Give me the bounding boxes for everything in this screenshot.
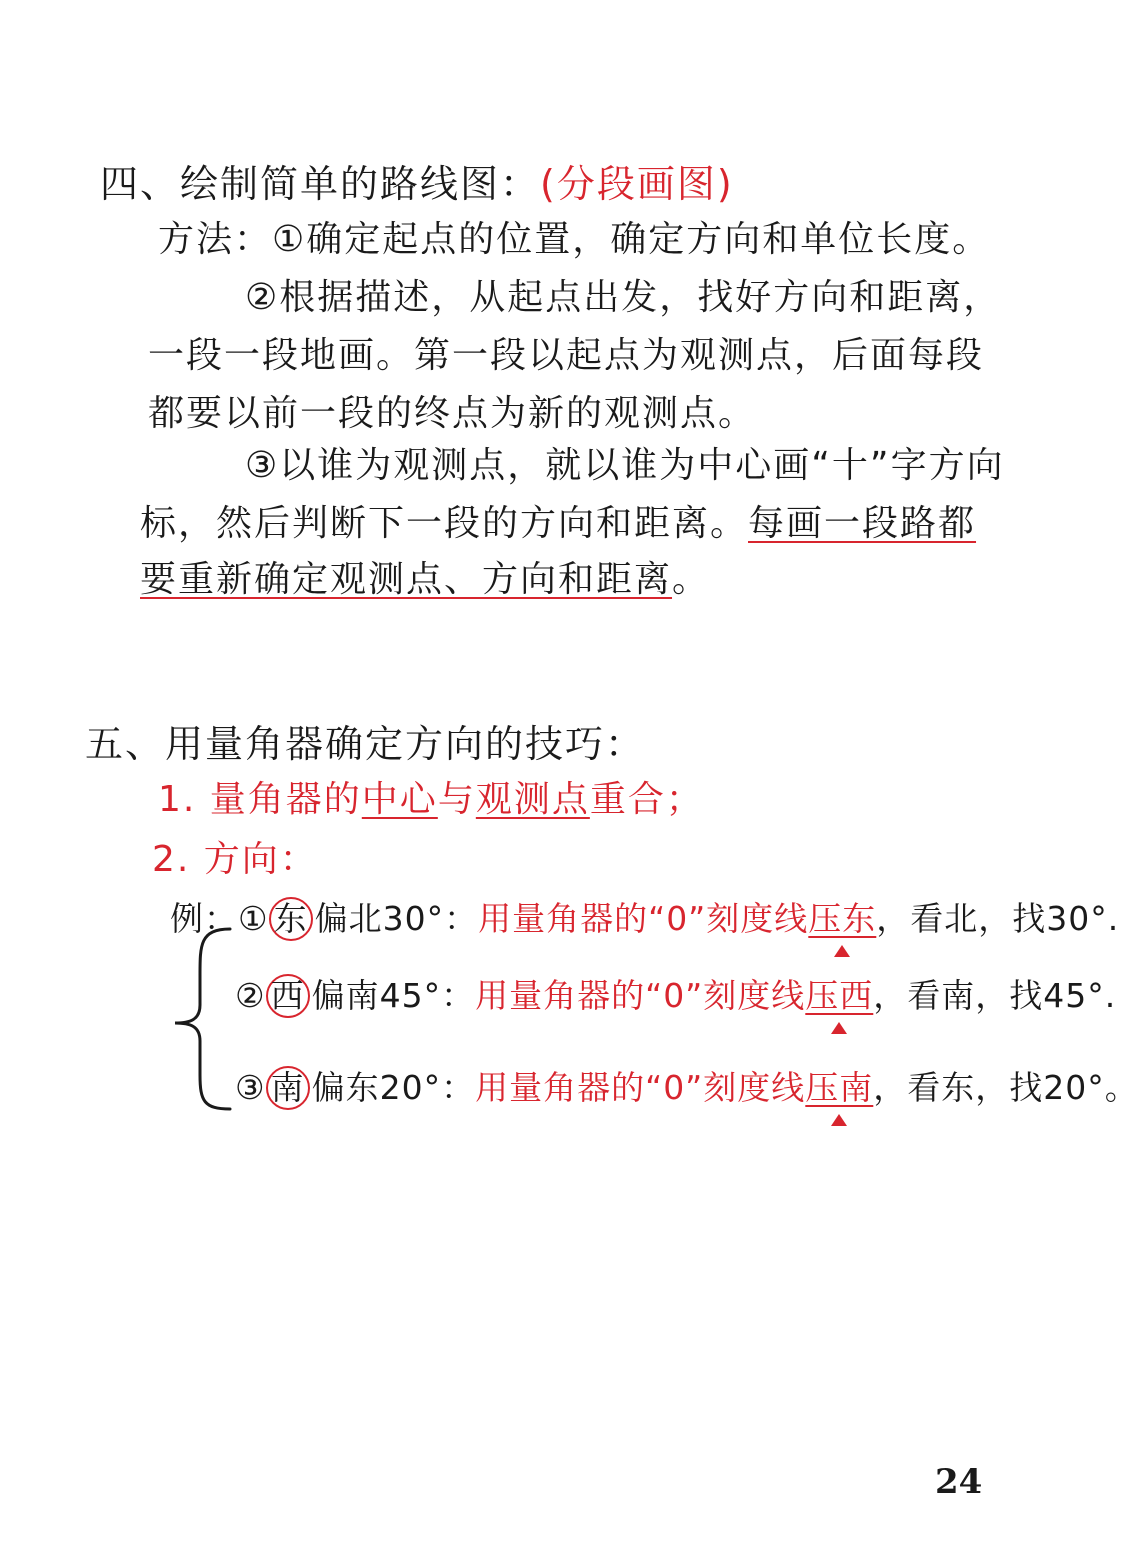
item1-center: 中心 (361, 779, 438, 820)
section4-heading-text: 四、绘制简单的路线图： (100, 162, 541, 206)
example-3-circled-direction: 南 (266, 1066, 310, 1110)
example-row-1 (170, 895, 1119, 943)
example-row-3 (235, 1064, 1139, 1112)
example-1-press (808, 895, 876, 943)
section4-heading (100, 160, 734, 208)
section5-item-2: 2. 方向： (152, 839, 318, 880)
section5-heading: 五、用量角器确定方向的技巧： (85, 722, 646, 766)
curly-brace-icon (170, 925, 240, 1115)
section4-line-5: ③以谁为观测点，就以谁为中心画“十”字方向 (245, 445, 1005, 486)
example-1-direction: 偏北30°： (314, 899, 479, 938)
example-1-prefix: 例：① (170, 899, 269, 938)
triangle-marker-icon (834, 945, 850, 957)
example-2-prefix: ② (235, 976, 266, 1015)
page-number: 24 (935, 1462, 983, 1502)
section4-line-6-text: 标，然后判断下一段的方向和距离。 (140, 503, 749, 544)
example-3-press-text: 压南 (805, 1068, 874, 1107)
example-2-press (805, 972, 873, 1020)
example-3-instruction: 用量角器的“0”刻度线 (475, 1068, 806, 1107)
section4-line-6-underlined: 每画一段路都 (748, 503, 977, 544)
example-3-direction: 偏东20°： (311, 1068, 476, 1107)
example-3-prefix: ③ (235, 1068, 266, 1107)
item1-part-e: 重合； (589, 779, 704, 820)
section4-line-1: 方法：①确定起点的位置，确定方向和单位长度。 (158, 219, 991, 260)
example-1-circled-direction: 东 (269, 897, 313, 941)
example-2-instruction: 用量角器的“0”刻度线 (475, 976, 806, 1015)
example-2-direction: 偏南45°： (311, 976, 476, 1015)
section5-item-1 (158, 776, 704, 824)
example-row-2 (235, 972, 1116, 1020)
section4-line-3: 一段一段地画。第一段以起点为观测点，后面每段 (148, 335, 985, 376)
triangle-marker-icon (831, 1114, 847, 1126)
example-1-instruction: 用量角器的“0”刻度线 (478, 899, 809, 938)
item1-part-c: 与 (437, 779, 476, 820)
section4-line-6 (140, 500, 976, 548)
section4-line-2: ②根据描述，从起点出发，找好方向和距离， (245, 277, 1002, 318)
example-1-press-text: 压东 (808, 899, 877, 938)
section4-line-7-end: 。 (672, 559, 711, 600)
triangle-marker-icon (831, 1022, 847, 1034)
example-2-tail: ，看南，找45°. (873, 976, 1117, 1015)
section4-line-7-underlined: 要重新确定观测点、方向和距离 (140, 559, 673, 600)
item1-observation-point: 观测点 (475, 779, 590, 820)
example-1-tail: ，看北，找30°. (876, 899, 1120, 938)
section4-line-4: 都要以前一段的终点为新的观测点。 (148, 393, 757, 434)
example-2-circled-direction: 西 (266, 974, 310, 1018)
section4-line-7 (140, 556, 710, 604)
item1-part-a: 1. 量角器的 (158, 779, 362, 820)
section4-heading-note: (分段画图) (540, 162, 734, 206)
example-3-tail: ，看东，找20°。 (873, 1068, 1139, 1107)
example-3-press (805, 1064, 873, 1112)
example-2-press-text: 压西 (805, 976, 874, 1015)
